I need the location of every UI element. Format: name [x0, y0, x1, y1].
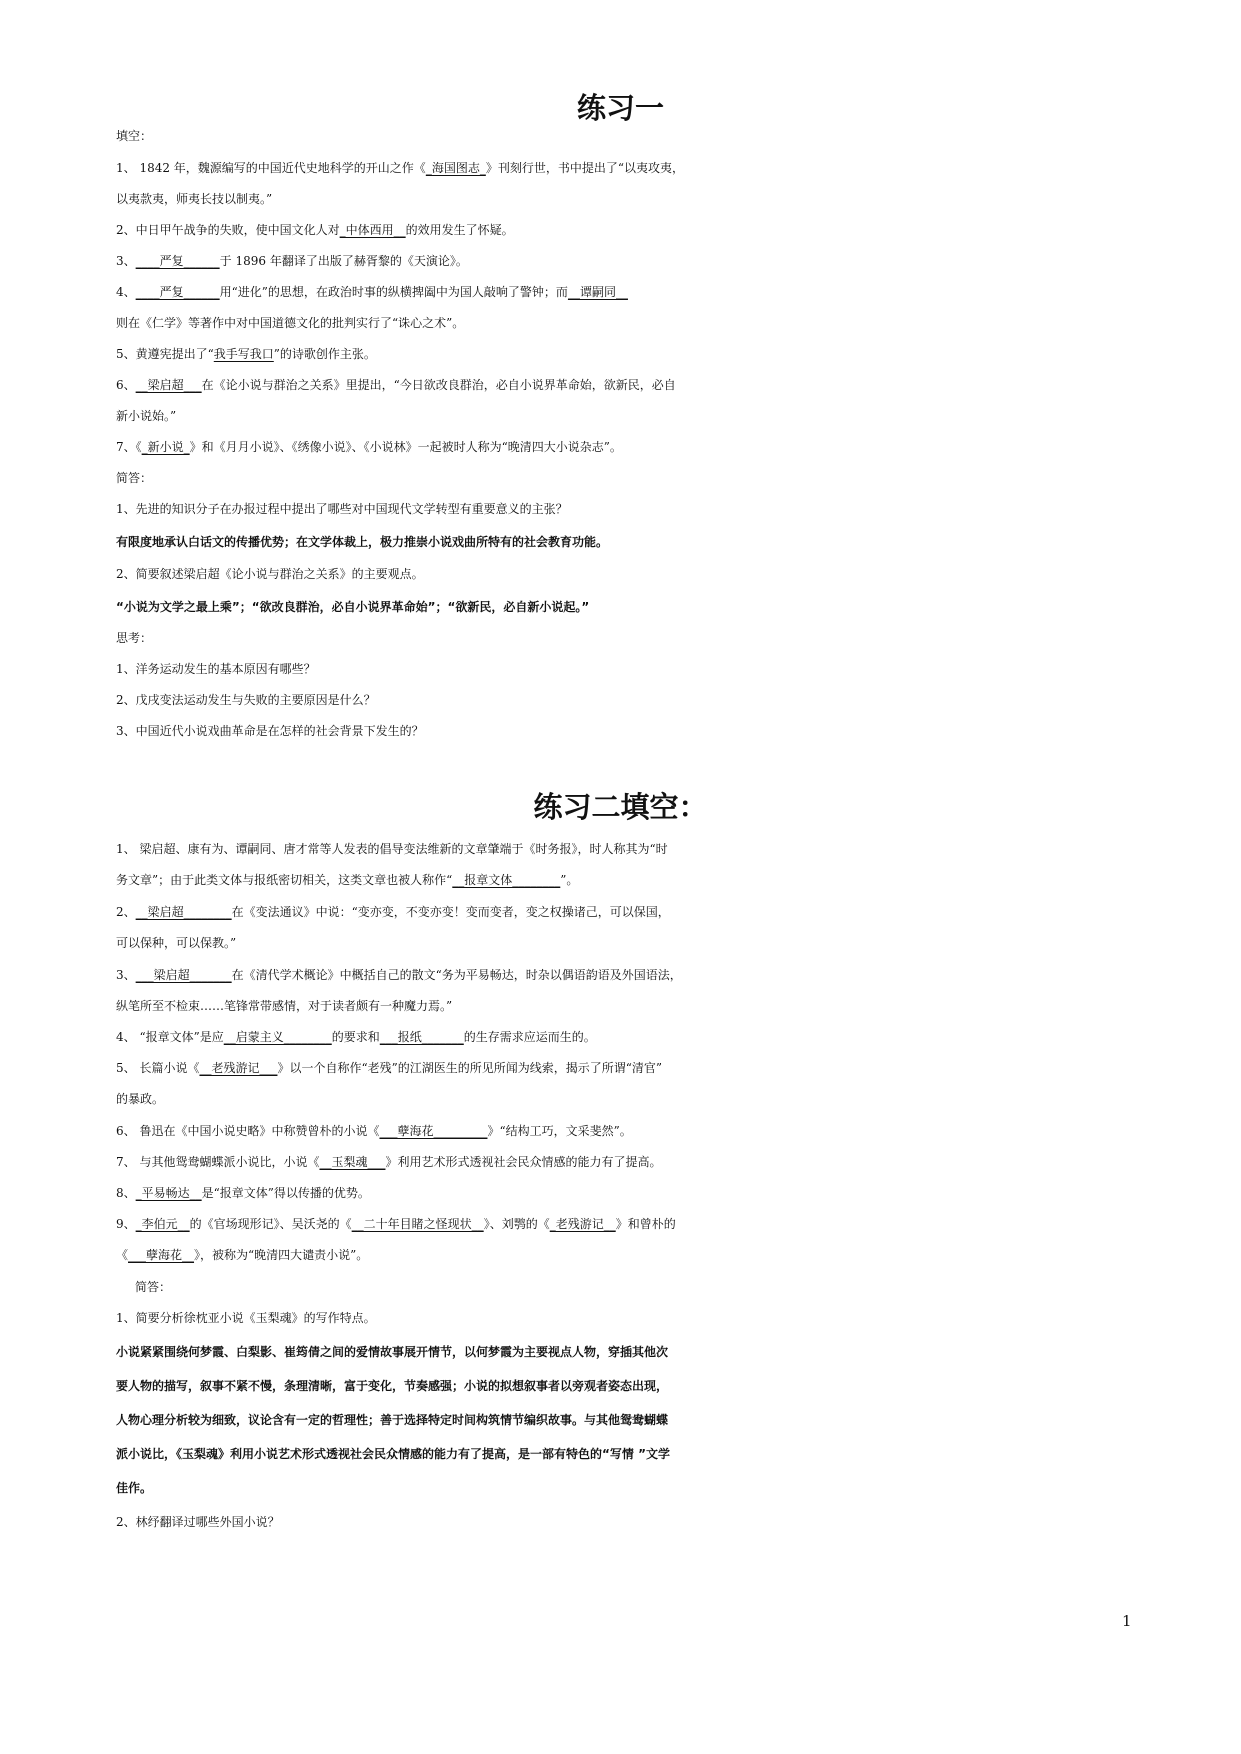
- ex2-question-5: 5、 长篇小说《__老残游记___》以一个自称作“老残”的江湖医生的所见所闻为线索，揭示了所谓“清官”: [116, 1061, 663, 1075]
- ex2-short-answer-1-line: 小说紧紧围绕何梦霞、白梨影、崔筠倩之间的爱情故事展开情节，以何梦霞为主要视点人物，穿插其他次: [116, 1345, 669, 1359]
- ex2-short-question-2: 2、林纾翻译过哪些外国小说？: [116, 1515, 280, 1529]
- thinking-question-1: 1、洋务运动发生的基本原因有哪些？: [116, 662, 316, 676]
- answer: ___报纸_______: [379, 1030, 464, 1044]
- ex2-question-2-cont: 可以保种，可以保教。”: [116, 936, 237, 950]
- ex1-question-6-cont: 新小说始。”: [116, 409, 177, 423]
- thinking-question-2: 2、戊戌变法运动发生与失败的主要原因是什么？: [116, 693, 376, 707]
- ex2-short-answer-heading: 简答：: [135, 1280, 172, 1294]
- short-answer-heading: 简答：: [116, 471, 153, 485]
- ex2-question-2: 2、__梁启超________在《变法通议》中说：“变亦变，不变亦变！变而变者，变之权操诸己，可以保国，: [116, 905, 670, 919]
- ex2-question-7: 7、 与其他鸳鸯蝴蝶派小说比，小说《__玉梨魂___》利用艺术形式透视社会民众情感的能力有了提高。: [116, 1155, 662, 1169]
- ex1-short-answer-1: 有限度地承认白话文的传播优势；在文学体裁上，极力推崇小说戏曲所特有的社会教育功能。: [116, 535, 609, 549]
- answer: __二十年目睹之怪现状__: [351, 1217, 484, 1231]
- ex1-question-6: 6、__梁启超___在《论小说与群治之关系》里提出，“今日欲改良群治，必自小说界革命始，欲新民，必自: [116, 378, 676, 392]
- ex1-question-1-cont: 以夷款夷，师夷长技以制夷。”: [116, 192, 273, 206]
- ex2-question-3: 3、___梁启超_______在《清代学术概论》中概括自己的散文“务为平易畅达，时杂以偶语韵语及外国语法，: [116, 968, 682, 982]
- answer: _海国图志_: [425, 161, 486, 175]
- ex1-question-4: 4、____严复______用“进化”的思想，在政治时事的纵横捭阖中为国人敲响了警钟；而__谭嗣同__: [116, 285, 628, 299]
- ex2-question-4: 4、 “报章文体”是应__启蒙主义________的要求和___报纸_______的生存需求应运而生的。: [116, 1030, 596, 1044]
- ex1-question-4-cont: 则在《仁学》等著作中对中国道德文化的批判实行了“诛心之术”。: [116, 316, 465, 330]
- ex2-question-9: 9、_李伯元__的《官场现形记》、吴沃尧的《__二十年目睹之怪现状__》、刘鹗的《_老残游记__》和曾朴的: [116, 1217, 676, 1231]
- fill-blank-heading: 填空：: [116, 129, 153, 143]
- answer: _老残游记__: [549, 1217, 616, 1231]
- ex1-question-5: 5、黄遵宪提出了“我手写我口”的诗歌创作主张。: [116, 347, 376, 361]
- answer: __梁启超________: [135, 905, 232, 919]
- answer: ___梁启超_______: [135, 968, 232, 982]
- ex2-short-question-1: 1、简要分析徐枕亚小说《玉梨魂》的写作特点。: [116, 1311, 376, 1325]
- answer: __老残游记___: [199, 1061, 278, 1075]
- ex1-question-1: 1、 1842 年，魏源编写的中国近代史地科学的开山之作《_海国图志_》刊刻行世，书中提出了“以夷攻夷，: [116, 161, 684, 175]
- ex2-question-1: 1、 梁启超、康有为、谭嗣同、唐才常等人发表的倡导变法维新的文章肇端于《时务报》，时人称其为“时: [116, 842, 668, 856]
- answer: _李伯元__: [135, 1217, 190, 1231]
- answer: _中体西用__: [339, 223, 406, 237]
- ex1-question-7: 7、《_新小说_》和《月月小说》、《绣像小说》、《小说林》一起被时人称为“晚清四大小说杂志”。: [116, 440, 622, 454]
- ex2-short-answer-1-line: 要人物的描写，叙事不紧不慢，条理清晰，富于变化，节奏感强；小说的拟想叙事者以旁观者姿态出现，: [116, 1379, 669, 1393]
- ex2-short-answer-1-line: 人物心理分析较为细致，议论含有一定的哲理性；善于选择特定时间构筑情节编织故事。与其他鸳鸯蝴蝶: [116, 1413, 669, 1427]
- answer: ____严复______: [135, 254, 220, 268]
- answer: __报章文体________: [452, 873, 561, 887]
- ex2-short-answer-1-line: 派小说比，《玉梨魂》利用小说艺术形式透视社会民众情感的能力有了提高，是一部有特色的“写情 ”文学: [116, 1447, 670, 1461]
- ex1-question-2: 2、中日甲午战争的失败，使中国文化人对_中体西用__的效用发生了怀疑。: [116, 223, 514, 237]
- answer: ____严复______: [135, 285, 220, 299]
- ex1-short-question-2: 2、简要叙述梁启超《论小说与群治之关系》的主要观点。: [116, 567, 424, 581]
- exercise-1-title: 练习一: [576, 91, 664, 125]
- ex2-question-5-cont: 的暴政。: [116, 1092, 165, 1106]
- ex1-question-3: 3、____严复______于 1896 年翻译了出版了赫胥黎的《天演论》。: [116, 254, 468, 268]
- ex2-question-8: 8、_平易畅达__是“报章文体”得以传播的优势。: [116, 1186, 370, 1200]
- ex2-question-9-cont: 《___孽海花__》，被称为“晚清四大谴责小说”。: [116, 1248, 369, 1262]
- answer: _平易畅达__: [135, 1186, 202, 1200]
- ex2-short-answer-1-line: 佳作。: [116, 1481, 153, 1495]
- answer: __玉梨魂___: [319, 1155, 386, 1169]
- ex1-short-answer-2: “小说为文学之最上乘”；“欲改良群治，必自小说界革命始”；“欲新民，必自新小说起。”: [116, 600, 590, 614]
- page-number: 1: [1122, 1612, 1132, 1630]
- ex2-question-3-cont: 纵笔所至不检束……笔锋常带感情，对于读者颇有一种魔力焉。”: [116, 999, 453, 1013]
- answer: ___孽海花_________: [379, 1124, 488, 1138]
- ex2-question-1-cont: 务文章”；由于此类文体与报纸密切相关，这类文章也被人称作“__报章文体________”。: [116, 873, 579, 887]
- ex2-question-6: 6、 鲁迅在《中国小说史略》中称赞曾朴的小说《___孽海花_________》“结构工巧，文采斐然”。: [116, 1124, 632, 1138]
- answer: __梁启超___: [135, 378, 202, 392]
- answer: ___孽海花__: [128, 1248, 195, 1262]
- answer: __启蒙主义________: [223, 1030, 332, 1044]
- thinking-question-3: 3、中国近代小说戏曲革命是在怎样的社会背景下发生的？: [116, 724, 424, 738]
- answer: __谭嗣同__: [567, 285, 628, 299]
- answer: _新小说_: [141, 440, 190, 454]
- thinking-heading: 思考：: [116, 631, 153, 645]
- exercise-2-title: 练习二填空：: [533, 790, 708, 824]
- ex1-short-question-1: 1、先进的知识分子在办报过程中提出了哪些对中国现代文学转型有重要意义的主张？: [116, 502, 568, 516]
- answer: 我手写我口: [213, 347, 274, 361]
